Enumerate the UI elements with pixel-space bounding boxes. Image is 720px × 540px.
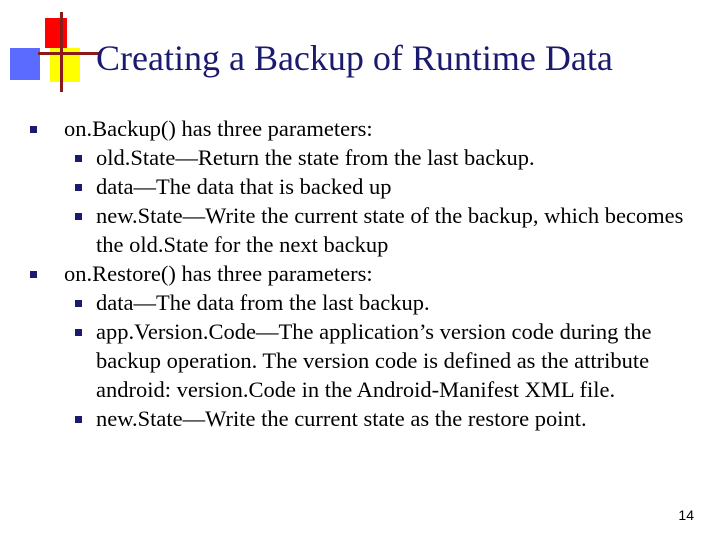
logo-horizontal-line bbox=[38, 52, 100, 55]
slide-content bbox=[30, 114, 700, 433]
bullet-item bbox=[30, 259, 700, 288]
bullet-square-icon bbox=[75, 184, 82, 191]
bullet-square-icon bbox=[75, 300, 82, 307]
bullet-square-icon bbox=[30, 271, 37, 278]
bullet-square-icon bbox=[75, 213, 82, 220]
sub-bullet-item bbox=[30, 288, 700, 317]
sub-bullet-item bbox=[30, 404, 700, 433]
bullet-square-icon bbox=[75, 416, 82, 423]
bullet-square-icon bbox=[75, 155, 82, 162]
sub-bullet-item bbox=[30, 201, 700, 259]
bullet-text: on.Backup() has three parameters: bbox=[64, 116, 373, 141]
sub-bullet-text: new.State—Write the current state of the backup, which becomes the old.State for the next backup bbox=[96, 203, 684, 257]
sub-bullet-text: app.Version.Code—The application’s version code during the backup operation. The version code is defined as the attribute android: version.Code in the Android-Manifest XML file. bbox=[96, 319, 652, 402]
bullet-text: on.Restore() has three parameters: bbox=[64, 261, 373, 286]
bullet-square-icon bbox=[30, 126, 37, 133]
logo-blue-square bbox=[10, 48, 40, 80]
slide-logo bbox=[0, 0, 100, 100]
sub-bullet-text: old.State—Return the state from the last backup. bbox=[96, 145, 535, 170]
bullet-item bbox=[30, 114, 700, 143]
logo-red-square bbox=[45, 18, 67, 48]
sub-bullet-item bbox=[30, 143, 700, 172]
slide-title: Creating a Backup of Runtime Data bbox=[96, 38, 613, 78]
page-number: 14 bbox=[678, 507, 694, 523]
bullet-square-icon bbox=[75, 329, 82, 336]
sub-bullet-item bbox=[30, 172, 700, 201]
sub-bullet-text: data—The data from the last backup. bbox=[96, 290, 430, 315]
sub-bullet-item bbox=[30, 317, 700, 404]
sub-bullet-text: new.State—Write the current state as the restore point. bbox=[96, 406, 587, 431]
sub-bullet-text: data—The data that is backed up bbox=[96, 174, 392, 199]
